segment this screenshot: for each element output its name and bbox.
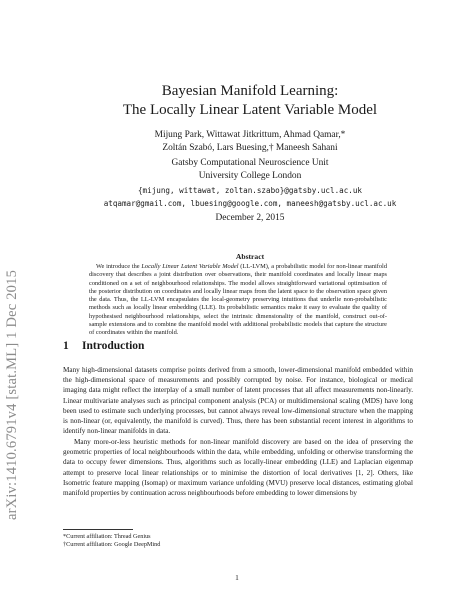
section-number: 1 (63, 340, 69, 352)
title-line-2: The Locally Linear Latent Variable Model (122, 102, 378, 118)
intro-paragraph-2: Many more-or-less heuristic methods for non-linear manifold discovery are based on the idea of preserving the geometric properties of local neighbourhoods within the data, while embedding, unfolding or otherwise transforming the data to occupy fewer dimensions. Thus, algorithms such as locally-linear embedding (LLE) and Laplacian eigenmap attempt to preserve local linear relationships or to minimise the distortion of local derivatives [1, 2]. Others, like Isometric feature mapping (Isomap) or maximum variance unfolding (MVU) preserve local distances, estimating global manifold properties by continuation across neighbourhoods before embedding to lower dimensions by (63, 438, 413, 498)
authors-line-2: Zoltán Szabó, Lars Buesing,† Maneesh Sahani (162, 142, 338, 153)
paper-date: December 2, 2015 (215, 213, 285, 223)
section-heading (63, 340, 144, 352)
abstract-text (89, 263, 387, 338)
email-list (60, 185, 440, 210)
affiliation (60, 157, 440, 182)
arxiv-stamp-text: arXiv:1410.6791v4 [stat.ML] 1 Dec 2015 (4, 269, 20, 520)
abstract-heading: Abstract (235, 252, 265, 261)
affiliation-institution: University College London (198, 170, 302, 181)
abstract-text-start: We introduce the (96, 263, 142, 270)
intro-paragraph-1: Many high-dimensional datasets comprise points derived from a smooth, lower-dimensional manifold embedded within the high-dimensional space of measurements and possibly corrupted by noise. For instance, biological or medical imaging data might reflect the interplay of a small number of latent processes that all affect measurements non-linearly. Linear multivariate analyses such as principal component analysis (PCA) or multidimensional scaling (MDS) have long been used to estimate such underlying processes, but cannot always reveal low-dimensional structure when the mapping is non-linear (or, equivalently, the manifold is curved). Thus, there has been substantial recent interest in algorithms to identify non-linear manifolds in data. (63, 366, 413, 436)
footnote-1: *Current affiliation: Thread Genius (63, 533, 151, 540)
abstract-model-name: Locally Linear Latent Variable Model (141, 263, 239, 270)
footnote-2: †Current affiliation: Google DeepMind (63, 541, 161, 548)
footnote-rule (63, 529, 133, 530)
emails-line-2: atqamar@gmail.com, lbuesing@google.com, maneesh@gatsby.ucl.ac.uk (103, 198, 397, 208)
author-list (60, 129, 440, 154)
abstract-text-rest: (LL-LVM), a probabilistic model for non-linear manifold discovery that describes a joint distribution over observations, their manifold coordinates and locally linear maps conditioned on a set of neighbourhood relationships. The model allows straightforward variational optimisation of the posterior distribution on coordinates and locally linear maps from the latent space to the observation space given the data. Thus, the LL-LVM encapsulates the local-geometry preserving intuitions that underlie non-probabilistic methods such as locally linear embedding (LLE). Its probabilistic semantics make it easy to evaluate the quality of hypothesised neighbourhood relationships, select the intrinsic dimensionality of the manifold, construct out-of-sample extensions and to combine the manifold model with additional probabilistic models that capture the structure of coordinates within the manifold. (89, 263, 387, 337)
arxiv-stamp (4, 269, 20, 536)
emails-line-1: {mijung, wittawat, zoltan.szabo}@gatsby.ucl.ac.uk (137, 186, 363, 195)
section-title: Introduction (82, 340, 145, 352)
affiliation-unit: Gatsby Computational Neuroscience Unit (171, 158, 329, 168)
page-number: 1 (235, 573, 239, 582)
authors-line-1: Mijung Park, Wittawat Jitkrittum, Ahmad Qamar,* (154, 130, 346, 140)
paper-title (60, 82, 440, 120)
title-line-1: Bayesian Manifold Learning: (161, 83, 339, 99)
